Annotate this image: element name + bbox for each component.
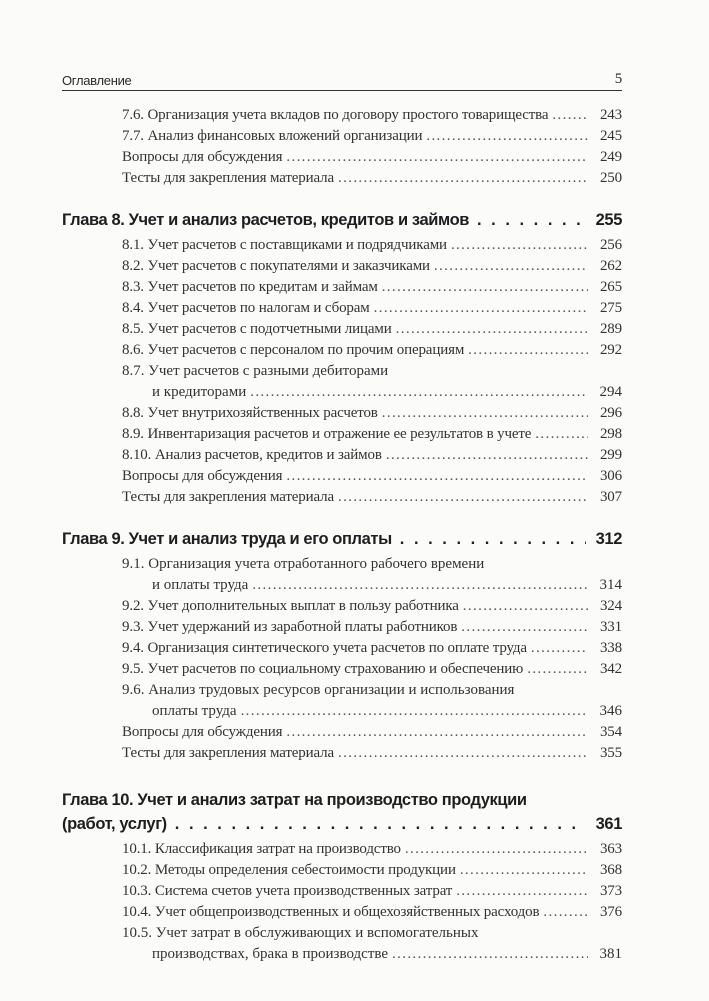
- dot-leader: [386, 445, 588, 466]
- toc-entry-title: 8.6. Учет расчетов с персоналом по прочим операциям: [122, 342, 465, 358]
- toc-entry[interactable]: [62, 743, 622, 764]
- page-number: 5: [614, 71, 622, 87]
- toc-entry[interactable]: [62, 277, 622, 298]
- toc-entry[interactable]: [62, 659, 622, 680]
- dot-leader: [460, 860, 588, 881]
- chapter-title-line2: (работ, услуг): [62, 815, 167, 833]
- dot-leader: [382, 277, 588, 298]
- toc-entry-title: 8.9. Инвентаризация расчетов и отражение ее результатов в учете: [122, 426, 532, 442]
- toc-entry[interactable]: [62, 466, 622, 487]
- toc-entry[interactable]: [62, 839, 622, 860]
- toc-entry[interactable]: [62, 340, 622, 361]
- dot-leader: [456, 881, 588, 902]
- chapter-title: Глава 8. Учет и анализ расчетов, кредитов и займов: [62, 211, 469, 229]
- toc-entry-page: 289: [599, 321, 622, 337]
- toc-entry-title: 9.2. Учет дополнительных выплат в пользу работника: [122, 598, 459, 614]
- toc-entry-page: 292: [599, 342, 622, 358]
- toc-entry[interactable]: [62, 168, 622, 189]
- toc-entry[interactable]: [62, 923, 622, 965]
- toc-entry[interactable]: [62, 487, 622, 508]
- toc-entry-title: 8.4. Учет расчетов по налогам и сборам: [122, 300, 370, 316]
- dot-leader: [286, 722, 588, 743]
- toc-entry-title: Тесты для закрепления материала: [122, 489, 335, 505]
- toc-entry-page: 265: [599, 279, 622, 295]
- dot-leader: [468, 340, 588, 361]
- dot-leader: [392, 944, 588, 965]
- dot-leader: [463, 596, 588, 617]
- running-header: [62, 69, 622, 91]
- chapter-heading[interactable]: [62, 527, 622, 551]
- dot-leader: [434, 256, 588, 277]
- toc-entry-page: 256: [599, 237, 622, 253]
- toc-entry[interactable]: [62, 361, 622, 403]
- toc-entry-title-line2: производствах, брака в производстве: [152, 946, 389, 962]
- toc-entry-title: Тесты для закрепления материала: [122, 745, 335, 761]
- toc-entry-title-line2: и оплаты труда: [152, 577, 249, 593]
- dot-leader: [531, 638, 588, 659]
- toc-entry-page: 331: [599, 619, 622, 635]
- toc-entry[interactable]: [62, 680, 622, 722]
- toc-entry-page: 294: [599, 384, 622, 400]
- toc-entry-title: 7.6. Организация учета вкладов по договору простого товарищества: [122, 107, 549, 123]
- toc-entry-title: 8.8. Учет внутрихозяйственных расчетов: [122, 405, 378, 421]
- chapter-page: 361: [595, 815, 622, 833]
- toc-entry-title: 8.5. Учет расчетов с подотчетными лицами: [122, 321, 392, 337]
- toc-entry[interactable]: [62, 319, 622, 340]
- toc-entry[interactable]: [62, 403, 622, 424]
- toc-entry-title: Вопросы для обсуждения: [122, 724, 283, 740]
- toc-entry-title: 8.2. Учет расчетов с покупателями и заказчиками: [122, 258, 430, 274]
- toc-entry-page: 355: [599, 745, 622, 761]
- dot-leader: [241, 701, 588, 722]
- table-of-contents: [62, 105, 622, 965]
- dot-leader: [527, 659, 588, 680]
- toc-entry-page: 354: [599, 724, 622, 740]
- toc-entry[interactable]: [62, 147, 622, 168]
- toc-entry-page: 275: [599, 300, 622, 316]
- dot-leader: [400, 527, 586, 551]
- chapter-title: Глава 9. Учет и анализ труда и его оплаты: [62, 530, 392, 548]
- toc-entry[interactable]: [62, 860, 622, 881]
- toc-entry-page: 307: [599, 489, 622, 505]
- toc-entry-page: 249: [599, 149, 622, 165]
- toc-entry-title-line1: 8.7. Учет расчетов с разными дебиторами: [122, 363, 389, 379]
- header-section-title: Оглавление: [62, 73, 132, 88]
- chapter-title-line1: Глава 10. Учет и анализ затрат на производство продукции: [62, 791, 527, 809]
- toc-entry-title: Тесты для закрепления материала: [122, 170, 335, 186]
- toc-entry-title: 8.3. Учет расчетов по кредитам и займам: [122, 279, 378, 295]
- toc-entry[interactable]: [62, 617, 622, 638]
- toc-entry-page: 342: [599, 661, 622, 677]
- toc-entry-page: 299: [599, 447, 622, 463]
- toc-entry-title-line1: 9.1. Организация учета отработанного рабочего времени: [122, 556, 485, 572]
- dot-leader: [552, 105, 588, 126]
- toc-entry-title: 10.4. Учет общепроизводственных и общехозяйственных расходов: [122, 904, 540, 920]
- chapter-page: 255: [595, 211, 622, 229]
- toc-entry[interactable]: [62, 298, 622, 319]
- toc-entry-title: 10.3. Система счетов учета производственных затрат: [122, 883, 453, 899]
- dot-leader: [535, 424, 588, 445]
- toc-entry-page: 298: [599, 426, 622, 442]
- toc-entry[interactable]: [62, 105, 622, 126]
- toc-entry[interactable]: [62, 881, 622, 902]
- toc-entry[interactable]: [62, 902, 622, 923]
- toc-entry-title-line2: и кредиторами: [152, 384, 247, 400]
- dot-leader: [374, 298, 588, 319]
- toc-entry-page: 324: [599, 598, 622, 614]
- dot-leader: [543, 902, 588, 923]
- dot-leader: [426, 126, 588, 147]
- toc-entry-page: 346: [599, 703, 622, 719]
- dot-leader: [405, 839, 588, 860]
- toc-entry-page: 373: [599, 883, 622, 899]
- toc-entry-title: Вопросы для обсуждения: [122, 149, 283, 165]
- dot-leader: [338, 743, 588, 764]
- toc-entry-title: 9.4. Организация синтетического учета расчетов по оплате труда: [122, 640, 527, 656]
- dot-leader: [252, 575, 588, 596]
- toc-entry[interactable]: [62, 596, 622, 617]
- toc-entry[interactable]: [62, 256, 622, 277]
- toc-entry-title: 8.10. Анализ расчетов, кредитов и займов: [122, 447, 382, 463]
- toc-entry-title: 8.1. Учет расчетов с поставщиками и подрядчиками: [122, 237, 447, 253]
- toc-entry-title: 7.7. Анализ финансовых вложений организации: [122, 128, 423, 144]
- toc-entry-title: 10.1. Классификация затрат на производство: [122, 841, 401, 857]
- toc-entry[interactable]: [62, 638, 622, 659]
- dot-leader: [286, 147, 588, 168]
- toc-entry-page: 245: [599, 128, 622, 144]
- toc-entry-title: 9.3. Учет удержаний из заработной платы работников: [122, 619, 458, 635]
- toc-entry-title-line1: 10.5. Учет затрат в обслуживающих и вспомогательных: [122, 925, 479, 941]
- chapter-heading[interactable]: [62, 208, 622, 232]
- toc-entry-title: Вопросы для обсуждения: [122, 468, 283, 484]
- toc-entry-page: 338: [599, 640, 622, 656]
- toc-entry-page: 250: [599, 170, 622, 186]
- toc-entry-page: 296: [599, 405, 622, 421]
- toc-entry-title: 10.2. Методы определения себестоимости продукции: [122, 862, 456, 878]
- toc-entry-page: 381: [599, 946, 622, 962]
- chapter-heading[interactable]: [62, 788, 622, 836]
- chapter-page: 312: [595, 530, 622, 548]
- toc-entry[interactable]: [62, 235, 622, 256]
- dot-leader: [338, 168, 588, 189]
- toc-entry[interactable]: [62, 554, 622, 596]
- toc-entry-page: 376: [599, 904, 622, 920]
- dot-leader: [461, 617, 588, 638]
- toc-entry-title-line1: 9.6. Анализ трудовых ресурсов организации и использования: [122, 682, 515, 698]
- toc-entry[interactable]: [62, 445, 622, 466]
- toc-entry[interactable]: [62, 424, 622, 445]
- toc-entry-page: 363: [599, 841, 622, 857]
- toc-entry-title-line2: оплаты труда: [152, 703, 237, 719]
- dot-leader: [382, 403, 588, 424]
- toc-entry-page: 262: [599, 258, 622, 274]
- dot-leader: [396, 319, 588, 340]
- toc-entry-page: 368: [599, 862, 622, 878]
- dot-leader: [286, 466, 588, 487]
- dot-leader: [338, 487, 588, 508]
- dot-leader: [477, 208, 586, 232]
- toc-entry-page: 243: [599, 107, 622, 123]
- toc-entry-page: 306: [599, 468, 622, 484]
- toc-entry[interactable]: [62, 722, 622, 743]
- dot-leader: [175, 812, 586, 836]
- toc-entry-title: 9.5. Учет расчетов по социальному страхованию и обеспечению: [122, 661, 524, 677]
- dot-leader: [250, 382, 588, 403]
- dot-leader: [451, 235, 588, 256]
- toc-entry[interactable]: [62, 126, 622, 147]
- toc-entry-page: 314: [599, 577, 622, 593]
